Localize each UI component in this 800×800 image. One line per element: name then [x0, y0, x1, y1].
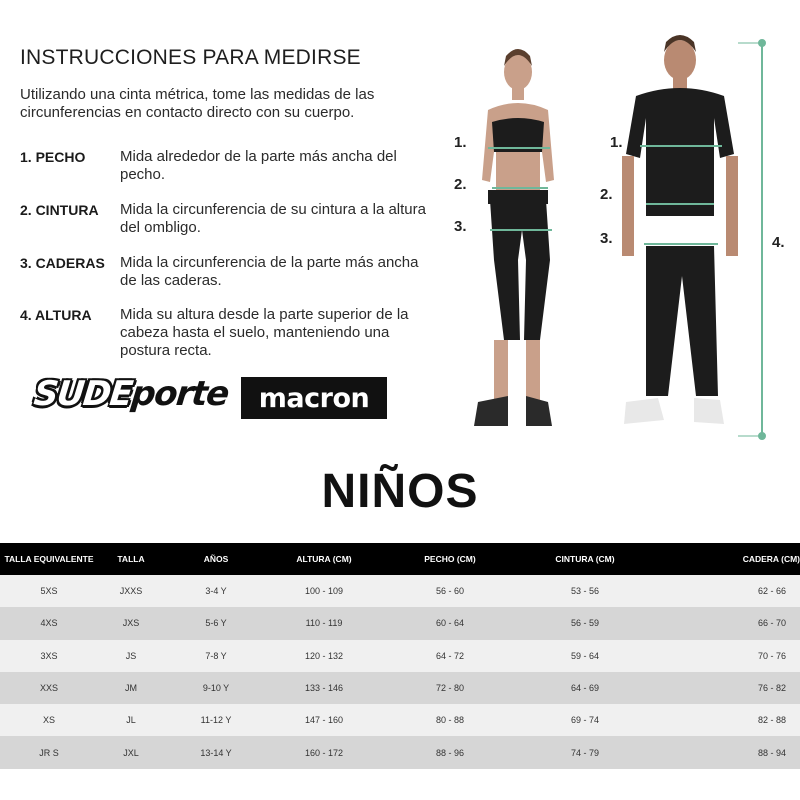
instruction-height [20, 306, 440, 360]
table-row [0, 607, 800, 639]
man-figure [622, 35, 738, 424]
sudeporte-logo: SUDEporte [31, 374, 230, 414]
table-cell: JM [98, 672, 164, 704]
instruction-hips [20, 254, 440, 290]
woman-figure [474, 49, 554, 426]
instruction-label: 1. PECHO [20, 149, 86, 165]
woman-label-2: 2. [454, 176, 467, 193]
column-header: TALLA [98, 543, 164, 575]
table-cell: 3-4 Y [164, 575, 268, 607]
table-cell: 60 - 64 [380, 607, 520, 639]
table-cell: JXXS [98, 575, 164, 607]
table-cell: XXS [0, 672, 98, 704]
man-label-2: 2. [600, 186, 613, 203]
instruction-label: 4. ALTURA [20, 307, 92, 323]
column-header: CADERA (CM) [650, 543, 800, 575]
table-cell: JS [98, 640, 164, 672]
table-cell: JXS [98, 607, 164, 639]
table-row [0, 672, 800, 704]
table-cell: 62 - 66 [650, 575, 800, 607]
table-row [0, 575, 800, 607]
man-label-4: 4. [772, 234, 785, 251]
table-header-row [0, 543, 800, 575]
instruction-waist [20, 201, 440, 237]
table-cell: 160 - 172 [268, 736, 380, 768]
figures-illustration [440, 30, 800, 450]
table-cell: 147 - 160 [268, 704, 380, 736]
table-cell: 88 - 94 [650, 736, 800, 768]
instruction-text: Mida alrededor de la parte más ancha del pecho. [120, 148, 397, 183]
man-label-3: 3. [600, 230, 613, 247]
table-cell: XS [0, 704, 98, 736]
table-row [0, 640, 800, 672]
table-cell: 88 - 96 [380, 736, 520, 768]
table-cell: 100 - 109 [268, 575, 380, 607]
instruction-chest [20, 148, 440, 184]
table-cell: JL [98, 704, 164, 736]
table-cell: 13-14 Y [164, 736, 268, 768]
column-header: CINTURA (CM) [520, 543, 650, 575]
intro-text: Utilizando una cinta métrica, tome las medidas de las circunferencias en contacto directo con su cuerpo. [20, 86, 375, 121]
instruction-text: Mida la circunferencia de la parte más ancha de las caderas. [120, 254, 419, 289]
table-cell: 53 - 56 [520, 575, 650, 607]
section-title: NIÑOS [321, 465, 479, 518]
table-cell: 80 - 88 [380, 704, 520, 736]
table-cell: 64 - 69 [520, 672, 650, 704]
instruction-text: Mida la circunferencia de su cintura a la altura del ombligo. [120, 201, 426, 236]
instruction-label: 2. CINTURA [20, 202, 99, 218]
size-table [0, 543, 800, 769]
table-cell: 5-6 Y [164, 607, 268, 639]
table-cell: 56 - 60 [380, 575, 520, 607]
table-cell: 70 - 76 [650, 640, 800, 672]
table-cell: 3XS [0, 640, 98, 672]
measurement-figures [440, 30, 800, 450]
table-cell: 72 - 80 [380, 672, 520, 704]
page-heading: INSTRUCCIONES PARA MEDIRSE [20, 46, 361, 69]
table-cell: 69 - 74 [520, 704, 650, 736]
table-cell: 120 - 132 [268, 640, 380, 672]
table-cell: 66 - 70 [650, 607, 800, 639]
table-cell: 9-10 Y [164, 672, 268, 704]
macron-logo: macron [241, 377, 387, 419]
table-row [0, 736, 800, 768]
table-cell: 82 - 88 [650, 704, 800, 736]
table-cell: 76 - 82 [650, 672, 800, 704]
table-cell: 110 - 119 [268, 607, 380, 639]
table-cell: 59 - 64 [520, 640, 650, 672]
table-cell: JXL [98, 736, 164, 768]
column-header: TALLA EQUIVALENTE [0, 543, 98, 575]
column-header: AÑOS [164, 543, 268, 575]
table-cell: 56 - 59 [520, 607, 650, 639]
column-header: PECHO (CM) [380, 543, 520, 575]
table-cell: 5XS [0, 575, 98, 607]
table-cell: 4XS [0, 607, 98, 639]
instruction-text: Mida su altura desde la parte superior de la cabeza hasta el suelo, manteniendo una postura recta. [120, 306, 409, 359]
instruction-label: 3. CADERAS [20, 255, 105, 271]
table-cell: 7-8 Y [164, 640, 268, 672]
table-cell: 74 - 79 [520, 736, 650, 768]
woman-label-3: 3. [454, 218, 467, 235]
table-row [0, 704, 800, 736]
table-cell: 133 - 146 [268, 672, 380, 704]
table-cell: JR S [0, 736, 98, 768]
woman-label-1: 1. [454, 134, 467, 151]
table-cell: 11-12 Y [164, 704, 268, 736]
column-header: ALTURA (CM) [268, 543, 380, 575]
man-label-1: 1. [610, 134, 623, 151]
table-cell: 64 - 72 [380, 640, 520, 672]
